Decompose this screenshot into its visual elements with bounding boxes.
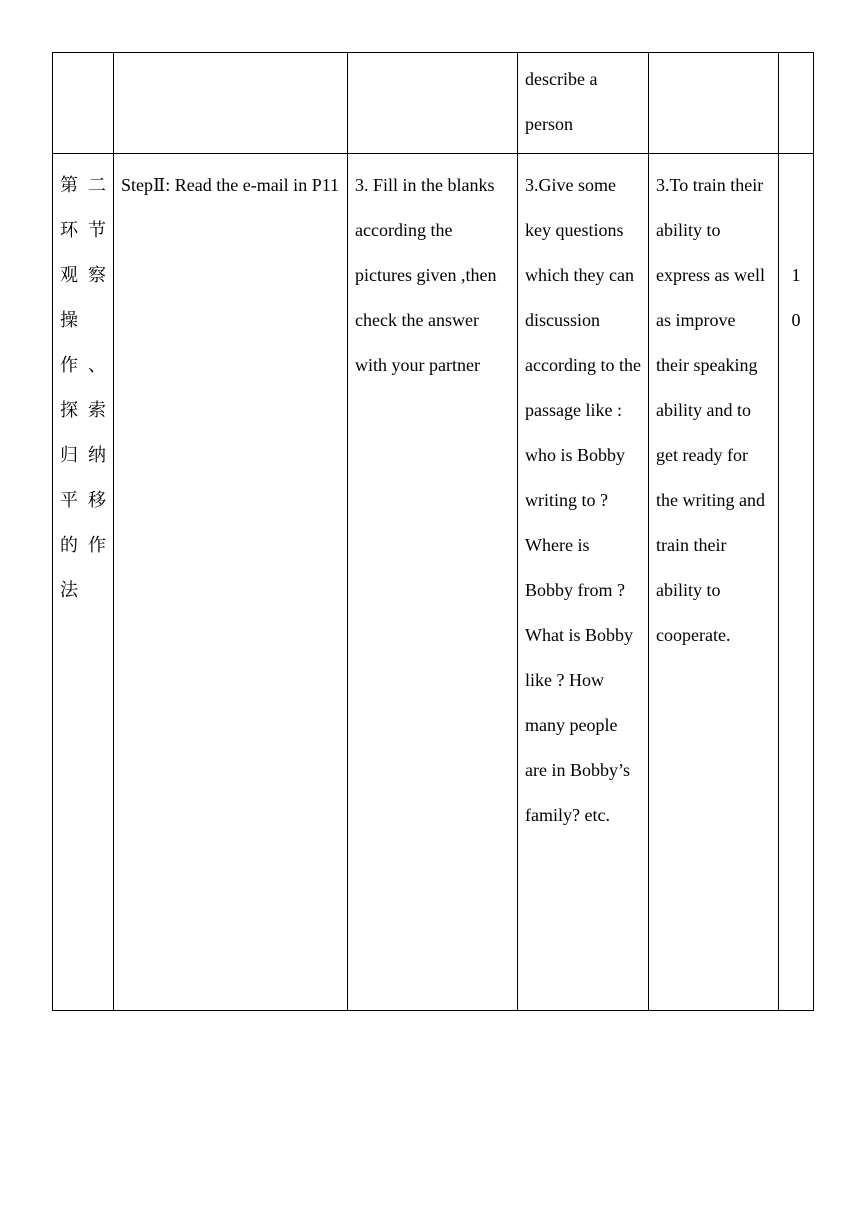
stage-line: 环 节	[60, 220, 106, 241]
stage-line: 探 索	[60, 400, 106, 421]
time-cell-empty	[779, 53, 814, 154]
time-digit: 0	[791, 310, 801, 330]
table-row-step-two	[53, 154, 814, 1011]
purpose-text: 3.To train their ability to express as well as improve their speaking ability and to get ready for the writing and train their ability to cooperate.	[656, 175, 765, 645]
stage-line: 平 移	[60, 490, 106, 511]
stage-cell-empty	[53, 53, 114, 154]
student-activity-text: 3. Fill in the blanks according the pictures given ,then check the answer with your partner	[355, 175, 497, 375]
teacher-activity-continued-text: describe a person	[525, 69, 598, 134]
student-activity-cell-empty	[348, 53, 518, 154]
stage-cell	[53, 154, 114, 1011]
time-digit: 1	[791, 265, 801, 285]
teacher-step-cell	[114, 154, 348, 1011]
stage-line: 归 纳	[60, 445, 106, 466]
teacher-step-text: StepⅡ: Read the e-mail in P11	[121, 175, 340, 195]
teacher-activity-cell	[518, 154, 649, 1011]
stage-line: 第 二	[60, 175, 106, 196]
stage-line: 操	[60, 310, 78, 331]
stage-line: 的 作	[60, 535, 106, 556]
step-cell-empty	[114, 53, 348, 154]
stage-line: 观 察	[60, 265, 106, 286]
purpose-cell-empty	[649, 53, 779, 154]
teacher-activity-cell-continued	[518, 53, 649, 154]
purpose-cell	[649, 154, 779, 1011]
time-cell	[779, 154, 814, 1011]
stage-line: 作 、	[60, 355, 106, 376]
lesson-plan-table	[52, 52, 814, 1011]
table-row-continued	[53, 53, 814, 154]
teacher-activity-text: 3.Give some key questions which they can discussion according to the passage like : who is Bobby writing to ? Where is Bobby from ? What is Bobby like ? How many people are in Bobby’s family? etc.	[525, 175, 641, 825]
stage-line: 法	[60, 580, 78, 601]
student-activity-cell	[348, 154, 518, 1011]
